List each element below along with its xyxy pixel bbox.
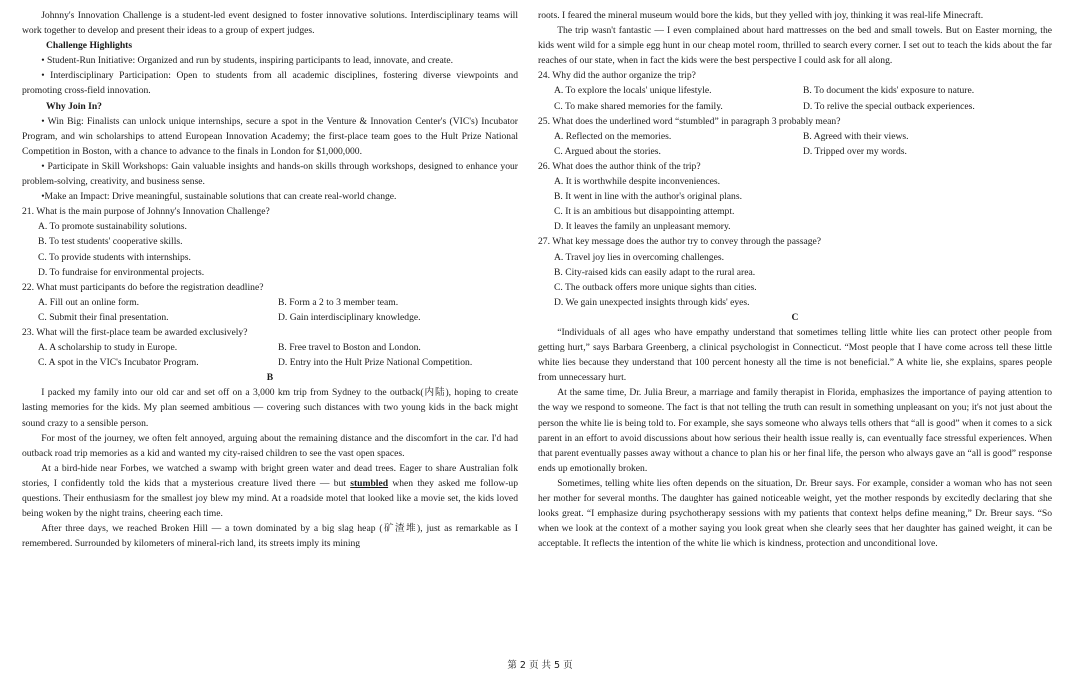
bullet-impact: •Make an Impact: Drive meaningful, sustainable solutions that can create real-world change. <box>41 191 397 203</box>
passage-c-para2: At the same time, Dr. Julia Breur, a marriage and family therapist in Florida, emphasizes the importance of paying attention to the way we respond to someone. The fact is that not telling the truth can result in something unpleasant on you; it's not just about the person the white lie is being told to. For example, she says someone who always tells others that “all is good” when it comes to a sick parent in an effort to avoid discussions about how serious their health issue really is, can eventually face stressful experiences. When that parent eventually passes away without a chance to plan his or her final life, the person who always gave an “all is good” response ends up emotionally broken. <box>538 387 1052 474</box>
question-25: 25. What does the underlined word “stumbled” in paragraph 3 probably mean? <box>538 115 841 127</box>
option-22d: D. Gain interdisciplinary knowledge. <box>278 311 421 323</box>
option-22a: A. Fill out an online form. <box>38 296 139 308</box>
bullet-win-big: • Win Big: Finalists can unlock unique internships, secure a spot in the Venture & Innovation Center's (VIC's) Incubator Program, and win scholarships to attend European Innovation Academy; the first-place team goes to the Hult Prize National Competition in Boston, with a chance to advance to the finals in London for $1,000,000. <box>22 115 518 157</box>
passage-b-continuation: roots. I feared the mineral museum would bore the kids, but they yelled with joy, thinking it was real-life Minecraft. <box>538 10 984 21</box>
left-column <box>22 8 518 551</box>
question-26: 26. What does the author think of the trip? <box>538 160 701 172</box>
option-27c: C. The outback offers more unique sights than cities. <box>554 281 757 293</box>
heading-why-join: Why Join In? <box>46 100 102 112</box>
option-25b: B. Agreed with their views. <box>803 130 909 142</box>
option-21d: D. To fundraise for environmental projects. <box>38 266 205 278</box>
options-23-row2 <box>38 355 518 370</box>
passage-c-para1: “Individuals of all ages who have empathy understand that sometimes telling little white lies can protect other people from getting hurt,” says Barbara Greenberg, a clinical psychologist in Connecticut. “Most people that I have come across tell these little white lies because they understand that 100 percent honesty all the time is not beneficial.” A white lie, she explains, spares people from unnecessary hurt. <box>538 326 1052 384</box>
option-21a: A. To promote sustainability solutions. <box>38 221 187 233</box>
section-c-heading: C <box>791 311 799 323</box>
page-number-footer: 第 2 页 共 5 页 <box>507 660 573 671</box>
question-23: 23. What will the first-place team be awarded exclusively? <box>22 326 248 338</box>
passage-b-para2: For most of the journey, we often felt annoyed, arguing about the remaining distance and the discomfort in the car. I'd had outback road trip memories as a kid and wanted my city-raised children to see the vast open spaces. <box>22 432 518 459</box>
option-23c: C. A spot in the VIC's Incubator Program. <box>38 357 199 369</box>
passage-c-para3: Sometimes, telling white lies often depends on the situation, Dr. Breur says. For example, consider a woman who has not seen her mother for several months. The daughter has gained noticeable weight, yet the mother responds by excitedly declaring that she looks great. “I emphasize during psychotherapy sessions with my patients that context helps define meaning,” Dr. Breur says. “So when we look at the context of a mother saying you look great when she clearly sees that her daughter has gained weight, it can be acceptable. It reflects the intention of the white lie which is kindness, protection and unconditional love. <box>538 477 1052 550</box>
option-27d: D. We gain unexpected insights through kids' eyes. <box>554 296 750 308</box>
option-25d: D. Tripped over my words. <box>803 145 907 157</box>
option-24d: D. To relive the special outback experiences. <box>803 100 975 112</box>
option-25c: C. Argued about the stories. <box>554 145 661 157</box>
bullet-workshops: • Participate in Skill Workshops: Gain valuable insights and hands-on skills through workshops, designed to enhance your problem-solving, creativity, and business sense. <box>22 160 518 188</box>
section-b-heading: B <box>266 372 274 384</box>
passage-b-para5: The trip wasn't fantastic — I even complained about hard mattresses on the bed and small towels. But on Easter morning, the kids went wild for a simple egg hunt in our cheap motel room, thrilled to search every corner. I set out to teach the kids about the far reaches of our state, when in fact the kids were the best perspective I could ask for all along. <box>538 25 1052 67</box>
question-21: 21. What is the main purpose of Johnny's Innovation Challenge? <box>22 206 270 218</box>
option-26c: C. It is an ambitious but disappointing attempt. <box>554 206 735 218</box>
options-23-row1 <box>38 340 518 355</box>
right-column <box>538 8 1052 551</box>
option-24b: B. To document the kids' exposure to nature. <box>803 85 975 97</box>
options-22-row2 <box>38 310 518 325</box>
question-24: 24. Why did the author organize the trip? <box>538 70 696 82</box>
options-25-row1 <box>554 129 1052 144</box>
para3-text-start: At a bird-hide near Forbes, we watched a swamp with bright green water and dead trees. Eager to share Australian folk stories, I confidently told the kids that a mysterious creature lived there — but <box>22 462 518 489</box>
option-24c: C. To make shared memories for the family. <box>554 100 723 112</box>
option-22c: C. Submit their final presentation. <box>38 311 169 323</box>
heading-highlights: Challenge Highlights <box>46 40 133 52</box>
para3-text-end: when they asked me follow-up questions. Their enthusiasm for the smallest joy blew my mind. At a roadside motel that looked like a movie set, the kids loved being woken by the night trains, cheering each time. <box>22 477 518 520</box>
option-22b: B. Form a 2 to 3 member team. <box>278 296 399 308</box>
options-25-row2 <box>554 144 1052 159</box>
bullet-interdisciplinary: • Interdisciplinary Participation: Open to students from all academic disciplines, fostering diverse viewpoints and promoting cross-field innovation. <box>22 70 518 97</box>
passage-b-para1: I packed my family into our old car and set off on a 3,000 km trip from Sydney to the outback(内陆), hoping to create lasting memories for the kids. My plan seemed ambitious — covering such distances with two young kids in the back might sound crazy to a sensible person. <box>22 387 518 429</box>
option-26d: D. It leaves the family an unpleasant memory. <box>554 221 731 233</box>
option-23b: B. Free travel to Boston and London. <box>278 342 421 354</box>
passage-b-para3 <box>22 461 518 521</box>
passage-b-para4: After three days, we reached Broken Hill — a town dominated by a big slag heap (矿渣堆), just as remarkable as I remembered. Surrounded by kilometers of mineral-rich land, its streets imply its mining <box>22 523 518 550</box>
option-23a: A. A scholarship to study in Europe. <box>38 342 178 354</box>
option-23d: D. Entry into the Hult Prize National Competition. <box>278 357 473 369</box>
question-27: 27. What key message does the author try to convey through the passage? <box>538 236 822 248</box>
option-26b: B. It went in line with the author's original plans. <box>554 191 742 203</box>
options-24-row1 <box>554 83 1052 98</box>
option-26a: A. It is worthwhile despite inconveniences. <box>554 176 720 188</box>
option-25a: A. Reflected on the memories. <box>554 130 672 142</box>
options-22-row1 <box>38 295 518 310</box>
option-27a: A. Travel joy lies in overcoming challenges. <box>554 251 724 263</box>
option-21b: B. To test students' cooperative skills. <box>38 236 183 248</box>
passage-a-intro: Johnny's Innovation Challenge is a student-led event designed to foster innovative solutions. Interdisciplinary teams will work together to develop and present their ideas to a group of expert judges. <box>22 10 518 37</box>
option-21c: C. To provide students with internships. <box>38 251 191 263</box>
bullet-student-run: • Student-Run Initiative: Organized and run by students, inspiring participants to lead, innovate, and create. <box>41 55 454 67</box>
option-27b: B. City-raised kids can easily adapt to the rural area. <box>554 266 756 278</box>
underlined-word-stumbled: stumbled <box>350 477 389 489</box>
options-24-row2 <box>554 99 1052 114</box>
question-22: 22. What must participants do before the registration deadline? <box>22 281 264 293</box>
option-24a: A. To explore the locals' unique lifestyle. <box>554 85 712 97</box>
